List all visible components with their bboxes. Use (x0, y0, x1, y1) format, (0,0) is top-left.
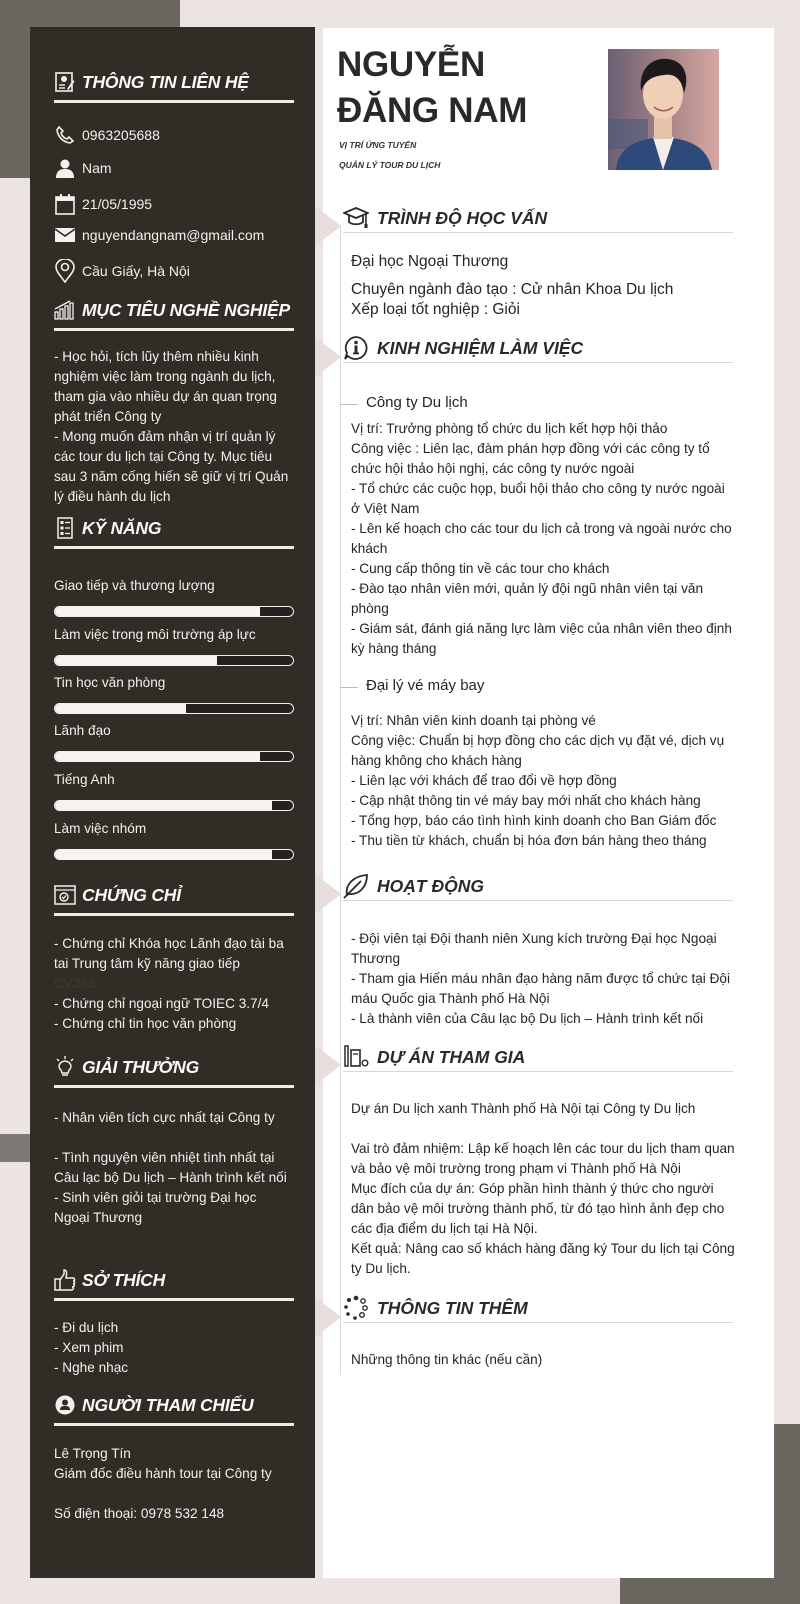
timeline-marker (340, 687, 358, 688)
contact-card-icon (54, 71, 76, 93)
job-details: Vị trí: Trưởng phòng tổ chức du lịch kết hợp hội thảo Công việc : Liên lạc, đàm phán hợp đồng với các công ty tổ chức hội thảo hội nghị, các công ty nước ngoài - Tổ chức các cuộc họp, buổi hội thảo cho công ty nước ngoài ở Việt Nam - Lên kế hoạch cho các tour du lịch cả trong và ngoài nước cho khách - Cung cấp thông tin về các tour cho khách - Đào tạo nhân viên mới, quản lý đội ngũ nhân viên tại văn phòng - Giám sát, đánh giá năng lực làm việc của nhân viên theo định kỳ hàng tháng (351, 421, 732, 656)
contact-birthday (54, 193, 152, 215)
tools-icon (343, 1044, 369, 1070)
skill-bar-fill (55, 656, 217, 665)
position-value: QUẢN LÝ TOUR DU LỊCH (339, 160, 441, 170)
certificate-item-faint: CV365 (54, 976, 96, 991)
skill-bar (54, 655, 294, 666)
award-item: - Nhân viên tích cực nhất tại Công ty (54, 1110, 275, 1125)
section-title: HOẠT ĐỘNG (377, 875, 484, 896)
contact-address (54, 260, 190, 282)
job-details: Vị trí: Nhân viên kinh doanh tại phòng vé Công việc: Chuẩn bị hợp đồng cho các dịch vụ đặt vé, dịch vụ hàng không cho khách hàng - Liên lạc với khách để trao đổi về hợp đồng - Cập nhật thông tin vé máy bay mới nhất cho khách hàng - Tổng hợp, báo cáo tình hình kinh doanh cho Ban Giám đốc - Thu tiền từ khách, chuẩn bị hóa đơn bán hàng theo tháng (351, 713, 725, 848)
skill-item (54, 772, 294, 811)
section-header (54, 69, 294, 103)
section-header (54, 515, 294, 549)
section-activities-header (343, 872, 733, 901)
section-reference (54, 1392, 294, 1524)
name-line-2: ĐĂNG NAM (337, 91, 528, 130)
job-company: Đại lý vé máy bay (366, 677, 485, 694)
skill-item (54, 675, 294, 714)
section-header (54, 1392, 294, 1426)
contact-email (54, 224, 264, 246)
reference-name: Lê Trọng Tín (54, 1446, 131, 1461)
hobbies-list: - Đi du lịch - Xem phim - Nghe nhạc (54, 1320, 129, 1375)
skill-label: Tin học văn phòng (54, 675, 166, 690)
section-pointer (315, 874, 341, 914)
skill-label: Làm việc trong môi trường áp lực (54, 627, 256, 642)
education-grade: Xếp loại tốt nghiệp : Giỏi (351, 301, 520, 318)
contact-gender (54, 157, 112, 179)
award-item: - Tình nguyện viên nhiệt tình nhất tại Câu lạc bộ Du lịch – Hành trình kết nối (54, 1150, 287, 1185)
section-objective (54, 297, 294, 507)
leaf-icon (343, 873, 369, 899)
job-company: Công ty Du lịch (366, 394, 468, 411)
section-title: TRÌNH ĐỘ HỌC VẤN (377, 207, 548, 228)
section-title: GIẢI THƯỞNG (82, 1056, 200, 1077)
certificate-list: - Chứng chỉ ngoại ngữ TOIEC 3.7/4 - Chứng chỉ tin học văn phòng (54, 996, 269, 1031)
section-experience-header (343, 334, 733, 363)
section-header (54, 882, 294, 916)
skill-bar (54, 751, 294, 762)
skill-bar-fill (55, 607, 260, 616)
address-value: Cầu Giấy, Hà Nội (82, 263, 190, 279)
section-hobbies (54, 1267, 294, 1378)
skill-bar-fill (55, 752, 260, 761)
section-header (54, 1054, 294, 1088)
section-pointer (315, 206, 341, 246)
section-title: SỞ THÍCH (82, 1269, 166, 1290)
section-title: THÔNG TIN LIÊN HỆ (82, 71, 249, 92)
thumbs-up-icon (54, 1269, 76, 1291)
skill-bar (54, 606, 294, 617)
decor-strip-left (0, 1134, 30, 1162)
section-title: MỤC TIÊU NGHỀ NGHIỆP (82, 299, 290, 320)
section-header (54, 297, 294, 331)
skill-bar (54, 703, 294, 714)
education-major: Chuyên ngành đào tạo : Cử nhân Khoa Du lịch (351, 281, 674, 298)
user-circle-icon (54, 1394, 76, 1416)
activities-text: - Đội viên tại Đội thanh niên Xung kích trường Đại học Ngoại Thương - Tham gia Hiến máu nhân đạo hàng năm được tổ chức tại Đội máu Quốc gia Thành phố Hà Nội - Là thành viên của Câu lạc bộ Du lịch – Hành trình kết nối (351, 931, 730, 1026)
skill-label: Tiếng Anh (54, 772, 115, 787)
timeline-marker (340, 404, 358, 405)
sidebar (30, 27, 315, 1578)
phone-value: 0963205688 (82, 127, 160, 143)
birthday-value: 21/05/1995 (82, 196, 153, 212)
reference-phone: Số điện thoại: 0978 532 148 (54, 1506, 225, 1521)
calendar-icon (54, 193, 76, 215)
section-pointer (315, 1297, 341, 1337)
education-school: Đại học Ngoại Thương (351, 253, 509, 270)
skill-bar-fill (55, 850, 272, 859)
section-skills (54, 515, 294, 549)
section-extra-header (343, 1294, 733, 1323)
section-title: THÔNG TIN THÊM (377, 1297, 528, 1318)
section-certificates (54, 882, 294, 1034)
certificate-item: - Chứng chỉ Khóa học Lãnh đạo tài ba tai Trung tâm kỹ năng giao tiếp (54, 936, 284, 971)
email-value: nguyendangnam@gmail.com (82, 227, 265, 243)
location-pin-icon (54, 260, 76, 282)
skill-bar (54, 800, 294, 811)
name-line-1: NGUYỄN (337, 45, 485, 84)
profile-photo (608, 49, 719, 170)
skill-item (54, 578, 294, 617)
skill-item (54, 723, 294, 762)
skill-bar-fill (55, 801, 272, 810)
loading-dots-icon (343, 1295, 369, 1321)
timeline-line (340, 225, 341, 1375)
info-bubble-icon (343, 335, 369, 361)
phone-icon (54, 124, 76, 146)
project-details: Vai trò đảm nhiệm: Lập kế hoạch lên các tour du lịch tham quan và bảo vệ môi trường trong phạm vi Thành phố Hà Nội Mục đích của dự án: Góp phần hình thành ý thức cho người dân bảo vệ môi trường thành phố, từ đó tạo hình ảnh đẹp cho các địa điểm du lịch tại Hà Nội. Kết quả: Nâng cao số khách hàng đăng ký Tour du lịch tại Công ty Du lịch. (351, 1141, 735, 1276)
section-education-header (343, 204, 733, 233)
main-content (323, 28, 774, 1578)
certificate-icon (54, 884, 76, 906)
award-item: - Sinh viên giỏi tại trường Đại học Ngoại Thương (54, 1190, 257, 1225)
skill-label: Làm việc nhóm (54, 821, 147, 836)
graduation-cap-icon (343, 205, 369, 231)
section-title: NGƯỜI THAM CHIẾU (82, 1394, 254, 1415)
section-awards (54, 1054, 294, 1228)
skill-item (54, 821, 294, 860)
objective-text: - Học hỏi, tích lũy thêm nhiều kinh nghiệm việc làm trong ngành du lịch, tham gia vào nhiều dự án quan trọng phát triển Công ty - Mong muốn đảm nhận vị trí quản lý các tour du lịch tại Công ty. Mục tiêu sau 3 năm cống hiến sẽ giữ vị trí Quản lý điều hành du lịch (54, 349, 289, 504)
user-icon (54, 157, 76, 179)
section-pointer (315, 337, 341, 377)
growth-chart-icon (54, 299, 76, 321)
section-title: CHỨNG CHỈ (82, 884, 181, 905)
section-header (54, 1267, 294, 1301)
section-title: KỸ NĂNG (82, 517, 162, 538)
skill-item (54, 627, 294, 666)
skill-label: Giao tiếp và thương lượng (54, 578, 215, 593)
skill-bar-fill (55, 704, 186, 713)
section-projects-header (343, 1043, 733, 1072)
email-icon (54, 224, 76, 246)
lightbulb-icon (54, 1056, 76, 1078)
project-name: Dự án Du lịch xanh Thành phố Hà Nội tại Công ty Du lịch (351, 1101, 696, 1116)
position-label: VỊ TRÍ ỨNG TUYỂN (339, 140, 417, 150)
reference-role: Giám đốc điều hành tour tại Công ty (54, 1466, 272, 1481)
gender-value: Nam (82, 160, 112, 176)
section-contact (54, 69, 294, 103)
candidate-name (337, 42, 527, 134)
extra-text: Những thông tin khác (nếu cần) (351, 1352, 543, 1367)
section-pointer (315, 1045, 341, 1085)
contact-phone (54, 124, 160, 146)
section-title: DỰ ÁN THAM GIA (377, 1046, 526, 1067)
checklist-icon (54, 517, 76, 539)
skill-label: Lãnh đạo (54, 723, 111, 738)
section-title: KINH NGHIỆM LÀM VIỆC (377, 337, 584, 358)
skill-bar (54, 849, 294, 860)
